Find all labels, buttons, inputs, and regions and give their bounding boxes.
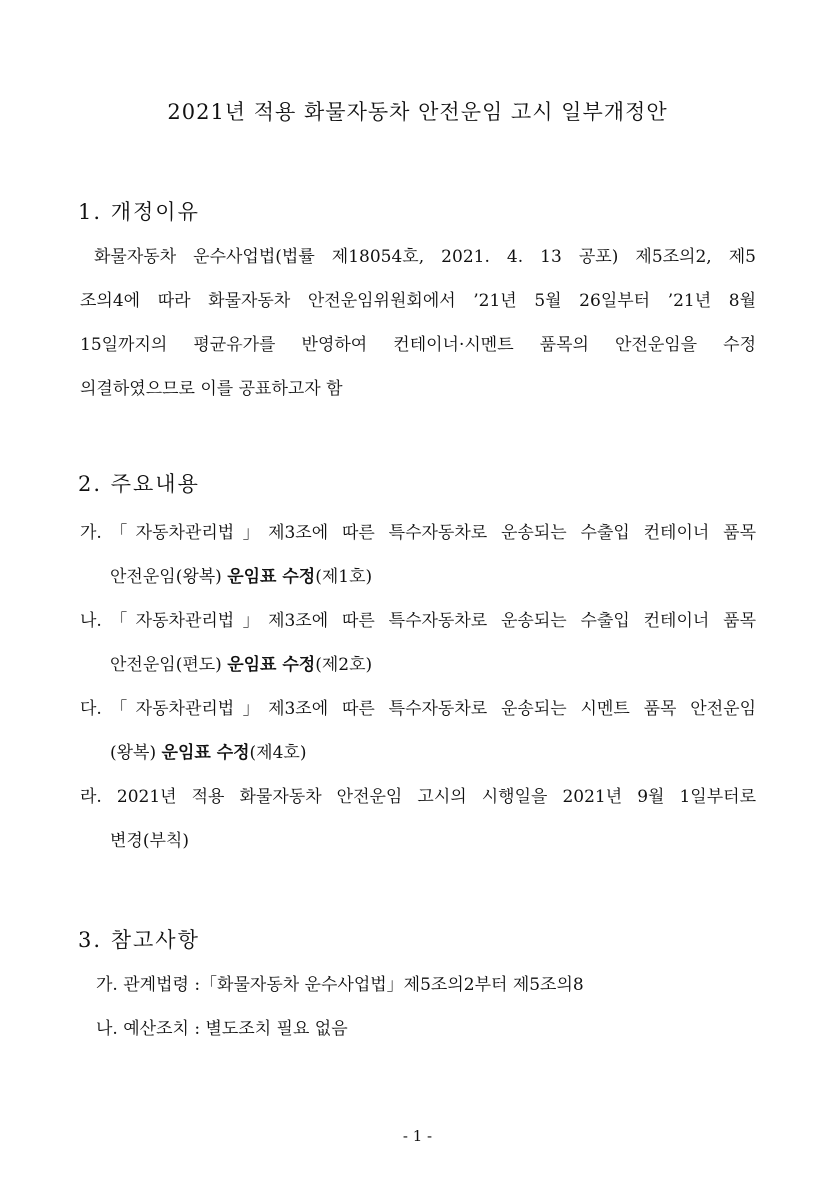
list-item-bold-text: 운임표 수정: [227, 567, 316, 587]
list-item-text: 안전운임(왕복): [110, 567, 228, 587]
list-item-ref: (제1호): [315, 567, 373, 587]
section-1-line-4: 의결하였으므로 이를 공표하고자 함: [80, 379, 343, 399]
list-item-line-1: 라. 2021년 적용 화물자동차 안전운임 고시의 시행일을 2021년 9월 1일부터로: [80, 787, 756, 807]
list-item-bold-text: 운임표 수정: [227, 655, 316, 675]
list-item-text: (왕복): [110, 743, 162, 763]
list-item-text: 변경(부칙): [110, 831, 189, 851]
reference-related-laws: 가. 관계법령 :「화물자동차 운수사업법」제5조의2부터 제5조의8: [96, 975, 584, 995]
document-title: 2021년 적용 화물자동차 안전운임 고시 일부개정안: [167, 100, 668, 124]
list-item-line-1: 가.「자동차관리법」제3조에 따른 특수자동차로 운송되는 수출입 컨테이너 품목: [80, 523, 756, 543]
list-item-line-1: 나.「자동차관리법」제3조에 따른 특수자동차로 운송되는 수출입 컨테이너 품목: [80, 611, 756, 631]
list-item-text: 안전운임(편도): [110, 655, 228, 675]
section-2-heading: 2. 주요내용: [78, 472, 200, 496]
list-item-bold-text: 운임표 수정: [161, 743, 250, 763]
list-item-line-1: 다.「자동차관리법」제3조에 따른 특수자동차로 운송되는 시멘트 품목 안전운임: [80, 699, 756, 719]
list-item-line-2: [110, 650, 372, 675]
list-item-ref: (제2호): [315, 655, 373, 675]
section-1-line-3: 15일까지의 평균유가를 반영하여 컨테이너·시멘트 품목의 안전운임을 수정: [80, 335, 756, 355]
reference-budget: 나. 예산조치 : 별도조치 필요 없음: [96, 1019, 348, 1039]
section-1-line-2: 조의4에 따라 화물자동차 안전운임위원회에서 ’21년 5월 26일부터 ’21년 8월: [80, 291, 756, 311]
list-item-line-2: [110, 562, 372, 587]
section-1-line-1: 화물자동차 운수사업법(법률 제18054호, 2021. 4. 13 공포) 제5조의2, 제5: [94, 247, 756, 267]
list-item-ref: (제4호): [249, 743, 307, 763]
section-3-heading: 3. 참고사항: [78, 928, 200, 952]
list-item-line-2: [110, 738, 306, 763]
page-number: - 1 -: [402, 1127, 433, 1145]
section-1-paragraph: [80, 242, 756, 412]
section-1-heading: 1. 개정이유: [78, 200, 200, 224]
list-item-line-2: [110, 826, 189, 851]
